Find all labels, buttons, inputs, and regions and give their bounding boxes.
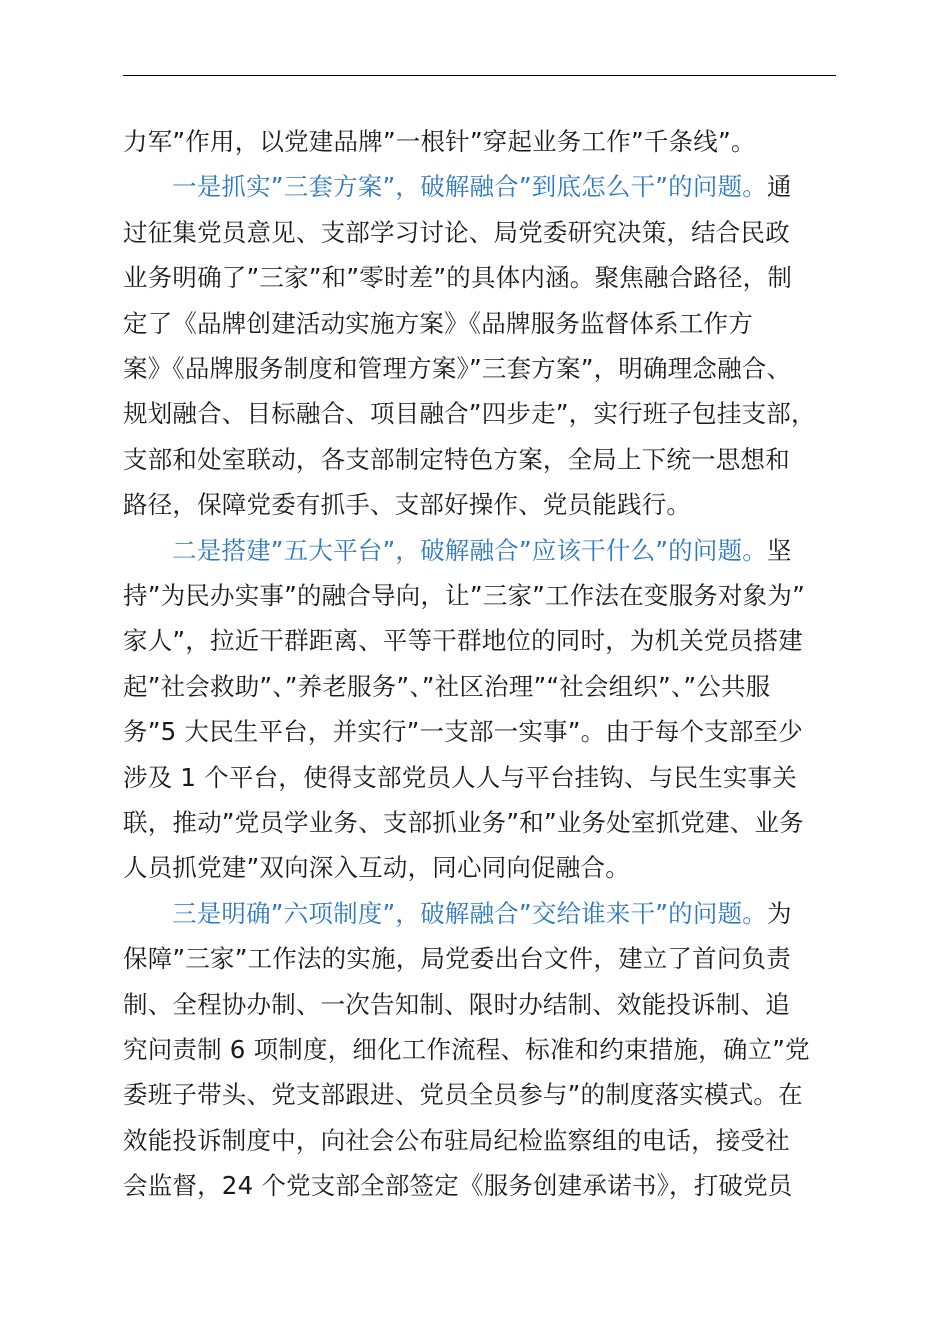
text-line <box>123 626 843 656</box>
header-rule <box>123 75 836 76</box>
text-line <box>123 127 843 157</box>
line-text: 规划融合、目标融合、项目融合”四步走”，实行班子包挂支部， <box>123 399 816 429</box>
line-text: 务”5 大民生平台，并实行”一支部一实事”。由于每个支部至少 <box>123 717 803 747</box>
line-text: 为 <box>766 898 792 928</box>
line-text: 业务明确了”三家”和”零时差”的具体内涵。聚焦融合路径，制 <box>123 263 793 293</box>
line-text: 家人”，拉近干群距离、平等干群地位的同时，为机关党员搭建 <box>123 626 803 656</box>
text-line <box>123 445 843 475</box>
text-line <box>123 1126 843 1156</box>
line-text: 人员抓党建”双向深入互动，同心同向促融合。 <box>123 853 630 883</box>
line-text: 通 <box>766 172 792 202</box>
line-text: 力军”作用，以党建品牌”一根针”穿起业务工作”千条线”。 <box>123 127 756 156</box>
text-line <box>123 1080 843 1110</box>
text-line <box>123 490 843 520</box>
line-text: 持”为民办实事”的融合导向，让”三家”工作法在变服务对象为” <box>123 581 805 610</box>
line-text: 联，推动”党员学业务、支部抓业务”和”业务处室抓党建、业务 <box>123 808 804 837</box>
text-line <box>123 218 843 248</box>
line-text: 保障”三家”工作法的实施，局党委出台文件，建立了首问负责 <box>123 944 791 974</box>
line-text: 案》《品牌服务制度和管理方案》”三套方案”，明确理念融合、 <box>123 354 792 383</box>
text-line <box>172 536 892 566</box>
text-line <box>123 944 843 974</box>
text-line <box>123 717 843 747</box>
line-text: 涉及 1 个平台，使得支部党员人人与平台挂钩、与民生实事关 <box>123 762 797 792</box>
line-text: 起”社会救助”、”养老服务”、”社区治理”“社会组织”、”公共服 <box>123 671 771 701</box>
text-line <box>123 399 843 429</box>
text-line <box>123 1035 843 1065</box>
line-text: 制、全程协办制、一次告知制、限时办结制、效能投诉制、追 <box>123 989 790 1019</box>
highlighted-heading: 三是明确”六项制度”，破解融合”交给谁来干”的问题。 <box>172 898 767 928</box>
line-text: 路径，保障党委有抓手、支部好操作、党员能践行。 <box>123 490 692 520</box>
highlighted-heading: 一是抓实”三套方案”，破解融合”到底怎么干”的问题。 <box>172 172 767 202</box>
line-text: 坚 <box>766 535 792 565</box>
text-line <box>123 263 843 293</box>
text-line <box>123 853 843 883</box>
text-line <box>123 354 843 384</box>
text-line <box>123 581 843 611</box>
line-text: 过征集党员意见、支部学习讨论、局党委研究决策，结合民政 <box>123 217 790 247</box>
text-line <box>123 990 843 1020</box>
text-line <box>123 808 843 838</box>
text-line <box>123 1171 843 1201</box>
text-line <box>172 899 892 929</box>
line-text: 委班子带头、党支部跟进、党员全员参与”的制度落实模式。在 <box>123 1080 803 1110</box>
line-text: 效能投诉制度中，向社会公布驻局纪检监察组的电话，接受社 <box>123 1125 790 1155</box>
text-line <box>172 172 892 202</box>
highlighted-heading: 二是搭建”五大平台”，破解融合”应该干什么”的问题。 <box>172 535 767 565</box>
text-line <box>123 309 843 339</box>
line-text: 定了《品牌创建活动实施方案》《品牌服务监督体系工作方 <box>123 308 753 338</box>
line-text: 会监督，24 个党支部全部签定《服务创建承诺书》，打破党员 <box>123 1171 793 1201</box>
line-text: 支部和处室联动，各支部制定特色方案，全局上下统一思想和 <box>123 444 790 474</box>
line-text: 究问责制 6 项制度，细化工作流程、标准和约束措施，确立”党 <box>123 1035 810 1064</box>
text-line <box>123 672 843 702</box>
text-line <box>123 763 843 793</box>
